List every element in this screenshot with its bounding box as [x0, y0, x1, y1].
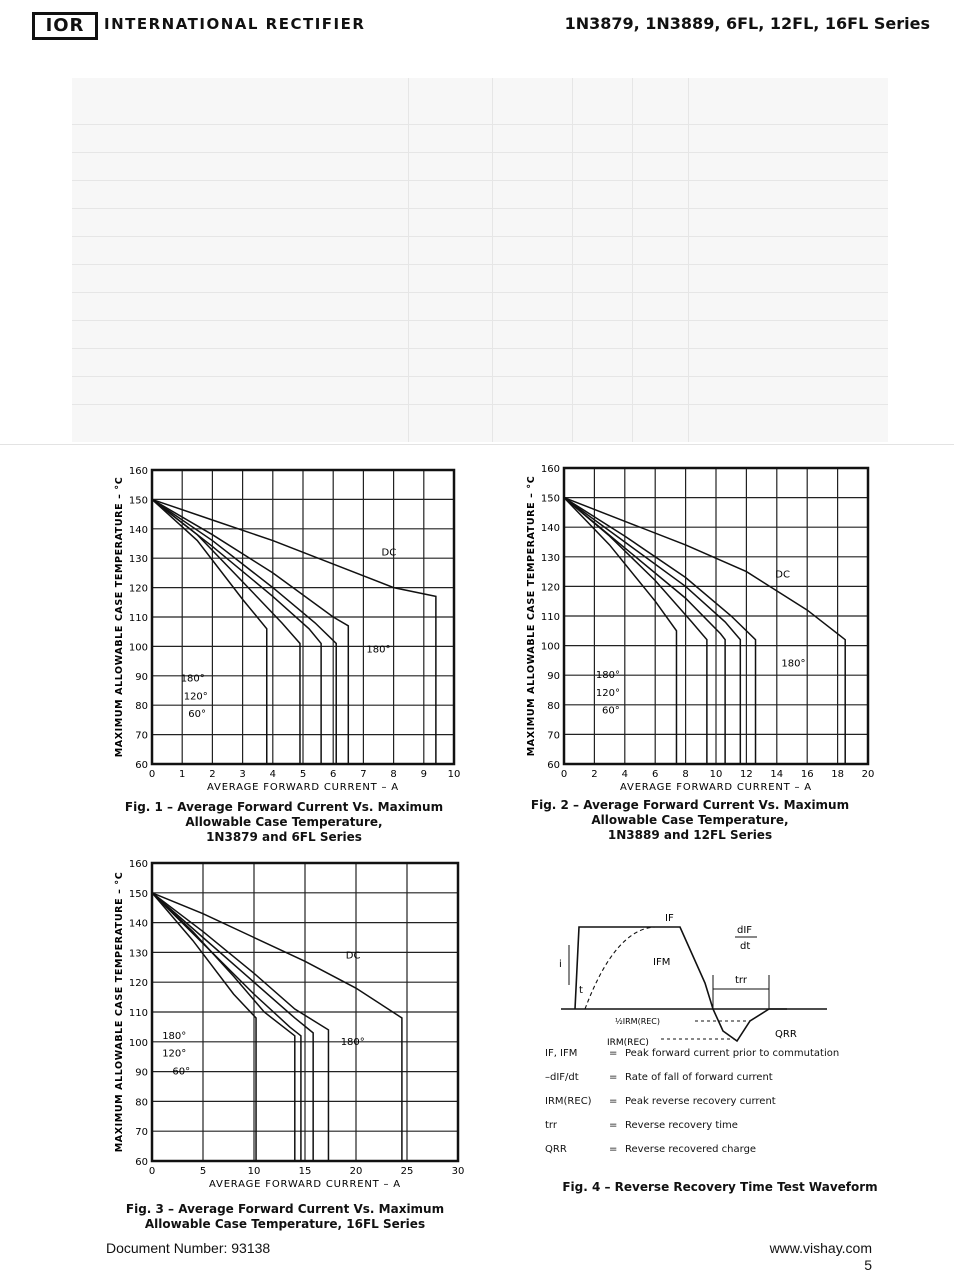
fig3-caption-line1: Fig. 3 – Average Forward Current Vs. Maximum [125, 1202, 445, 1216]
y-tick-label: 130 [128, 554, 148, 566]
x-tick-label: 3 [239, 769, 246, 780]
fig3-caption-line2: Allowable Case Temperature, 16FL Series [144, 1217, 426, 1231]
x-axis-label: AVERAGE FORWARD CURRENT – A [209, 1179, 401, 1190]
y-tick-label: 70 [135, 730, 148, 742]
x-tick-label: 8 [390, 769, 397, 780]
y-tick-label: 160 [540, 464, 560, 475]
y-axis-label: MAXIMUM ALLOWABLE CASE TEMPERATURE – °C [114, 476, 125, 758]
curve-label: 120° [162, 1048, 187, 1060]
x-tick-label: 30 [451, 1166, 465, 1177]
x-tick-label: 9 [420, 769, 427, 780]
series-line [564, 498, 756, 764]
y-tick-label: 130 [540, 552, 560, 564]
y-tick-label: 120 [540, 582, 560, 594]
legend-desc: Peak forward current prior to commutation [625, 1048, 840, 1059]
series-line [152, 499, 336, 764]
fig4-caption: Fig. 4 – Reverse Recovery Time Test Waveform [562, 1180, 878, 1194]
y-tick-label: 60 [547, 760, 560, 771]
y-tick-label: 110 [540, 612, 560, 623]
fig2-caption-line3: 1N3889 and 12FL Series [607, 828, 773, 842]
series-title: 1N3879, 1N3889, 6FL, 12FL, 16FL Series [564, 14, 930, 33]
fig4-legend [545, 1048, 885, 1168]
curve-label: 180° [595, 670, 621, 682]
fig2-caption [510, 798, 870, 843]
x-tick-label: 2 [209, 769, 216, 780]
curve-label: 60° [188, 708, 206, 720]
fig4-legend-row [545, 1096, 885, 1120]
x-tick-label: 0 [148, 1166, 156, 1177]
x-tick-label: 6 [330, 769, 337, 780]
fig1-chart [100, 450, 480, 800]
x-tick-label: 10 [709, 769, 723, 780]
fig4-legend-row [545, 1072, 885, 1096]
legend-symbol: QRR [545, 1144, 567, 1155]
legend-equals: = [609, 1120, 618, 1131]
y-tick-label: 130 [128, 948, 148, 960]
fig4-label-i: i [559, 959, 562, 970]
series-line [564, 498, 845, 764]
y-tick-label: 80 [547, 700, 560, 712]
legend-symbol: –dIF/dt [545, 1072, 579, 1083]
fig4-label-if: IF [665, 913, 674, 924]
fig4-label-qrr: QRR [775, 1029, 797, 1040]
y-tick-label: 90 [547, 671, 560, 683]
x-axis-label: AVERAGE FORWARD CURRENT – A [620, 782, 812, 793]
legend-desc: Reverse recovery time [625, 1120, 738, 1131]
y-tick-label: 140 [128, 918, 148, 930]
y-tick-label: 60 [135, 760, 148, 771]
curve-label: DC [381, 547, 397, 559]
y-tick-label: 70 [547, 730, 560, 742]
legend-symbol: trr [545, 1120, 557, 1131]
y-tick-label: 160 [128, 859, 148, 870]
legend-equals: = [609, 1048, 618, 1059]
curve-label: 180° [180, 673, 205, 685]
series-line [152, 893, 328, 1161]
document-number: Document Number: 93138 [106, 1240, 271, 1256]
x-tick-label: 4 [269, 769, 276, 780]
y-tick-label: 100 [128, 1037, 148, 1049]
fig2-chart [510, 450, 890, 795]
x-tick-label: 4 [621, 769, 628, 780]
y-tick-label: 110 [128, 613, 148, 624]
page-number: 5 [864, 1257, 872, 1273]
fig4-legend-row [545, 1048, 885, 1072]
curve-label: 60° [602, 705, 620, 717]
y-tick-label: 140 [128, 524, 148, 536]
curve-label: 120° [595, 687, 621, 699]
fig4-legend-row [545, 1144, 885, 1168]
y-tick-label: 150 [128, 888, 148, 900]
x-tick-label: 2 [591, 769, 598, 780]
curve-label: 120° [183, 691, 208, 703]
curve-label: 180° [366, 644, 391, 656]
y-tick-label: 90 [135, 1067, 148, 1079]
fig3-chart [100, 845, 480, 1195]
x-tick-label: 0 [560, 769, 568, 780]
legend-desc: Reverse recovered charge [625, 1144, 757, 1155]
series-line [152, 893, 295, 1161]
series-line [152, 499, 300, 764]
fig3-caption [100, 1202, 470, 1232]
y-tick-label: 100 [540, 641, 560, 653]
x-tick-label: 16 [800, 769, 814, 780]
series-line [564, 498, 740, 764]
fig4-label-dif: dIF [737, 925, 753, 936]
y-tick-label: 100 [128, 642, 148, 654]
y-tick-label: 150 [128, 495, 148, 507]
series-line [152, 893, 301, 1161]
x-tick-label: 8 [682, 769, 689, 780]
faded-specification-table [72, 78, 888, 442]
y-tick-label: 60 [135, 1157, 148, 1168]
series-line [152, 499, 321, 764]
x-tick-label: 25 [400, 1166, 414, 1177]
fig4-label-trr: trr [735, 975, 747, 986]
website: www.vishay.com [769, 1240, 872, 1256]
legend-desc: Peak reverse recovery current [625, 1096, 776, 1107]
fig1-caption-line1: Fig. 1 – Average Forward Current Vs. Maximum [124, 800, 444, 814]
x-tick-label: 6 [652, 769, 659, 780]
x-tick-label: 10 [447, 769, 461, 780]
fig4-waveform [545, 905, 845, 1048]
fig4-label-dt: dt [740, 941, 751, 952]
x-tick-label: 10 [247, 1166, 261, 1177]
legend-equals: = [609, 1096, 618, 1107]
x-tick-label: 5 [299, 769, 307, 780]
fig4-label-ifm: IFM [653, 957, 671, 968]
fig1-caption-line2: Allowable Case Temperature, [185, 815, 383, 829]
y-tick-label: 140 [540, 523, 560, 535]
x-axis-label: AVERAGE FORWARD CURRENT – A [207, 782, 399, 793]
y-axis-label: MAXIMUM ALLOWABLE CASE TEMPERATURE – °C [114, 871, 125, 1153]
x-tick-label: 15 [298, 1166, 312, 1177]
fig2-caption-line2: Allowable Case Temperature, [591, 813, 789, 827]
y-axis-label: MAXIMUM ALLOWABLE CASE TEMPERATURE – °C [526, 475, 537, 757]
y-tick-label: 160 [128, 466, 148, 477]
fig1-caption-line3: 1N3879 and 6FL Series [206, 830, 362, 844]
fig4-legend-row [545, 1120, 885, 1144]
legend-desc: Rate of fall of forward current [625, 1072, 773, 1083]
y-tick-label: 70 [135, 1127, 148, 1139]
fig4-current-waveform [575, 927, 787, 1041]
legend-equals: = [609, 1072, 618, 1083]
company-logo: IOR [32, 12, 98, 40]
fig4-label-half-irm: ½IRM(REC) [615, 1017, 661, 1026]
x-tick-label: 0 [148, 769, 156, 780]
x-tick-label: 5 [199, 1166, 207, 1177]
y-tick-label: 80 [135, 1097, 148, 1109]
x-tick-label: 14 [770, 769, 784, 780]
y-tick-label: 90 [135, 671, 148, 683]
company-name: INTERNATIONAL RECTIFIER [104, 15, 366, 33]
fig4-label-irm: IRM(REC) [607, 1038, 649, 1048]
y-tick-label: 120 [128, 583, 148, 595]
curve-label: DC [775, 569, 790, 581]
section-divider [0, 444, 954, 445]
series-line [564, 498, 725, 764]
page-header [0, 0, 954, 58]
fig2-caption-line1: Fig. 2 – Average Forward Current Vs. Maximum [530, 798, 850, 812]
legend-equals: = [609, 1144, 618, 1155]
x-tick-label: 18 [831, 769, 844, 780]
y-tick-label: 110 [128, 1008, 148, 1019]
y-tick-label: 150 [540, 493, 560, 505]
series-line [152, 893, 402, 1161]
fig4-dashed-envelope [585, 927, 655, 1009]
legend-symbol: IRM(REC) [545, 1096, 592, 1107]
curve-label: 180° [781, 658, 806, 670]
curve-label: 60° [172, 1066, 191, 1078]
y-tick-label: 80 [135, 701, 148, 713]
series-line [564, 498, 676, 764]
curve-label: 180° [162, 1030, 187, 1042]
x-tick-label: 20 [861, 769, 875, 780]
fig4-label-t: t [579, 985, 583, 996]
curve-label: 180° [340, 1036, 365, 1048]
series-line [152, 499, 348, 764]
x-tick-label: 7 [360, 769, 367, 780]
x-tick-label: 20 [349, 1166, 363, 1177]
fig1-caption [104, 800, 464, 845]
curve-label: DC [345, 950, 361, 962]
x-tick-label: 1 [179, 769, 186, 780]
y-tick-label: 120 [128, 978, 148, 990]
x-tick-label: 12 [740, 769, 753, 780]
legend-symbol: IF, IFM [545, 1048, 578, 1059]
